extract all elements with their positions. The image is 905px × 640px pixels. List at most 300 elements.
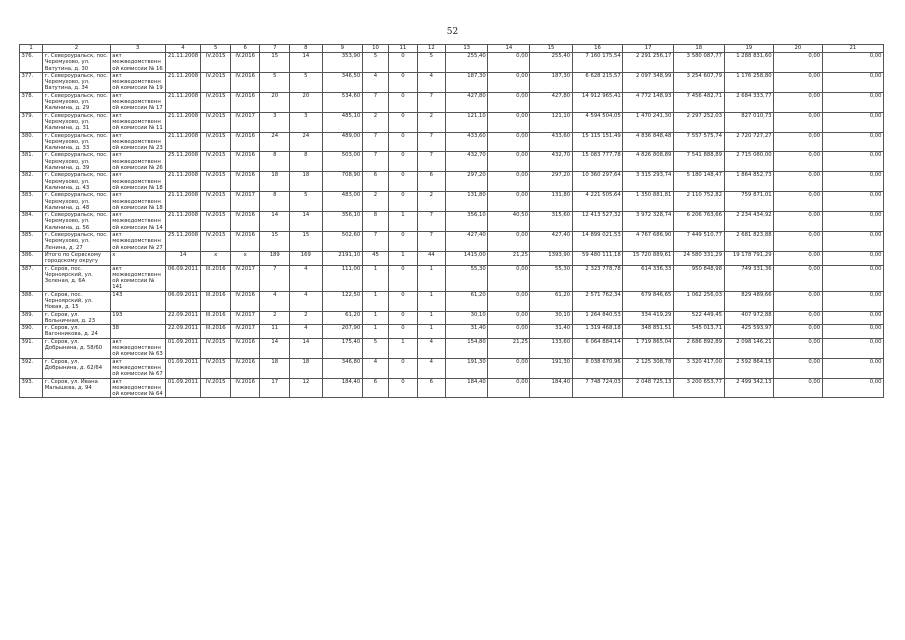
cell-area-municipal: 31,40 (530, 325, 572, 339)
table-row (20, 265, 884, 291)
cell-cost-fund: 2 097 348,99 (623, 72, 674, 92)
cell-premises-owned: 0 (389, 112, 417, 132)
cell-residents-total: 24 (260, 132, 290, 152)
cell-cost-extra: 0,00 (774, 192, 823, 212)
cell-document: акт межведомственной комиссии № 17 (110, 92, 165, 112)
cell-move-planned: IV.2015 (201, 378, 231, 398)
cell-cost-fund: 1 350 881,81 (623, 192, 674, 212)
cell-document: 193 (110, 311, 165, 325)
cell-cost-other: 0,00 (822, 192, 883, 212)
cell-row-number: 383. (20, 192, 43, 212)
table-row (20, 325, 884, 339)
cell-premises-total: 6 (362, 378, 388, 398)
cell-area-owned: 0,00 (488, 291, 530, 311)
cell-cost-extra: 0,00 (774, 311, 823, 325)
cell-area-to-move: 191,30 (446, 358, 488, 378)
cell-area-municipal: 255,40 (530, 53, 572, 73)
cell-area-to-move: 433,60 (446, 132, 488, 152)
cell-premises-municipal: 44 (417, 251, 445, 265)
cell-cost-total: 14 912 965,41 (572, 92, 623, 112)
cell-cost-region: 2 686 892,89 (673, 338, 724, 358)
cell-residents-total: 2 (260, 311, 290, 325)
cell-area-to-move: 187,30 (446, 72, 488, 92)
cell-cost-extra: 0,00 (774, 172, 823, 192)
cell-premises-total: 5 (362, 338, 388, 358)
cell-area-to-move: 427,80 (446, 92, 488, 112)
cell-cost-region: 2 110 752,82 (673, 192, 724, 212)
cell-document: акт межведомственной комиссии № 27 (110, 232, 165, 252)
cell-document-date: 21.11.2008 (165, 92, 201, 112)
cell-residents-to-move: 5 (290, 192, 323, 212)
cell-cost-total: 6 628 215,57 (572, 72, 623, 92)
cell-document: акт межведомственной комиссии № 23 (110, 132, 165, 152)
cell-cost-fund: 1 470 241,30 (623, 112, 674, 132)
cell-cost-region: 3 200 653,77 (673, 378, 724, 398)
cell-cost-fund: 614 336,33 (623, 265, 674, 291)
cell-demolition-planned: IV.2016 (230, 338, 260, 358)
cell-premises-municipal: 1 (417, 325, 445, 339)
cell-document-date: 21.11.2008 (165, 112, 201, 132)
cell-area-municipal: 427,40 (530, 232, 572, 252)
cell-cost-region: 7 557 575,74 (673, 132, 724, 152)
cell-residents-to-move: 4 (290, 291, 323, 311)
cell-demolition-planned: IV.2017 (230, 112, 260, 132)
cell-cost-local: 2 681 823,88 (724, 232, 774, 252)
cell-row-number: 391. (20, 338, 43, 358)
cell-cost-other: 0,00 (822, 358, 883, 378)
cell-demolition-planned: IV.2016 (230, 92, 260, 112)
cell-cost-local: 19 178 791,29 (724, 251, 774, 265)
cell-total-area: 534,60 (322, 92, 362, 112)
cell-residents-total: 14 (260, 212, 290, 232)
cell-premises-total: 7 (362, 152, 388, 172)
cell-row-number: 384. (20, 212, 43, 232)
cell-area-municipal: 55,30 (530, 265, 572, 291)
cell-row-number: 389. (20, 311, 43, 325)
cell-cost-total: 6 064 884,14 (572, 338, 623, 358)
table-row (20, 311, 884, 325)
cell-demolition-planned: IV.2017 (230, 265, 260, 291)
cell-move-planned: IV.2015 (201, 152, 231, 172)
cell-row-number: 386. (20, 251, 43, 265)
table-row (20, 338, 884, 358)
cell-total-area: 353,90 (322, 53, 362, 73)
cell-premises-owned: 1 (389, 251, 417, 265)
cell-cost-fund: 4 772 148,93 (623, 92, 674, 112)
cell-residents-to-move: 14 (290, 338, 323, 358)
cell-total-area: 175,40 (322, 338, 362, 358)
cell-premises-total: 7 (362, 92, 388, 112)
table-row (20, 192, 884, 212)
cell-move-planned: IV.2015 (201, 172, 231, 192)
cell-document-date: 01.09.2011 (165, 358, 201, 378)
cell-area-to-move: 131,80 (446, 192, 488, 212)
page-number: 52 (446, 27, 459, 37)
cell-document-date: 25.11.2008 (165, 232, 201, 252)
cell-cost-extra: 0,00 (774, 132, 823, 152)
cell-move-planned: IV.2015 (201, 72, 231, 92)
housing-register-table (19, 44, 884, 398)
column-header: 16 (572, 45, 623, 53)
cell-document-date: 22.09.2011 (165, 325, 201, 339)
cell-residents-total: 8 (260, 152, 290, 172)
cell-premises-owned: 0 (389, 72, 417, 92)
cell-demolition-planned: IV.2017 (230, 325, 260, 339)
table-body (20, 53, 884, 398)
cell-move-planned: IV.2015 (201, 132, 231, 152)
cell-document-date: 21.11.2008 (165, 172, 201, 192)
cell-total-area: 61,20 (322, 311, 362, 325)
cell-row-number: 387. (20, 265, 43, 291)
cell-address: г. Североуральск, пос. Черемухово, ул. Калинина, д. 56 (43, 212, 111, 232)
cell-cost-local: 827 010,73 (724, 112, 774, 132)
cell-cost-other: 0,00 (822, 92, 883, 112)
cell-demolition-planned: IV.2016 (230, 72, 260, 92)
cell-cost-other: 0,00 (822, 53, 883, 73)
cell-demolition-planned: IV.2016 (230, 358, 260, 378)
cell-residents-to-move: 20 (290, 92, 323, 112)
cell-premises-municipal: 2 (417, 112, 445, 132)
cell-row-number: 393. (20, 378, 43, 398)
cell-cost-local: 829 489,66 (724, 291, 774, 311)
cell-premises-total: 1 (362, 265, 388, 291)
cell-premises-owned: 1 (389, 212, 417, 232)
column-header: 11 (389, 45, 417, 53)
cell-cost-total: 2 571 762,34 (572, 291, 623, 311)
cell-premises-total: 1 (362, 291, 388, 311)
cell-premises-municipal: 4 (417, 338, 445, 358)
cell-move-planned: III.2016 (201, 291, 231, 311)
column-header: 3 (110, 45, 165, 53)
column-header: 5 (201, 45, 231, 53)
cell-move-planned: IV.2015 (201, 53, 231, 73)
cell-area-owned: 21,25 (488, 251, 530, 265)
cell-cost-fund: 4 836 848,48 (623, 132, 674, 152)
cell-cost-local: 1 176 258,80 (724, 72, 774, 92)
cell-cost-total: 4 221 505,64 (572, 192, 623, 212)
cell-total-area: 356,10 (322, 212, 362, 232)
cell-area-municipal: 121,10 (530, 112, 572, 132)
cell-cost-fund: 4 767 686,90 (623, 232, 674, 252)
cell-area-to-move: 30,10 (446, 311, 488, 325)
cell-premises-municipal: 7 (417, 152, 445, 172)
cell-cost-total: 15 115 151,49 (572, 132, 623, 152)
cell-address: г. Североуральск, пос. Черемухово, ул. Ленина, д. 27 (43, 232, 111, 252)
cell-cost-other: 0,00 (822, 251, 883, 265)
cell-premises-total: 2 (362, 192, 388, 212)
cell-address: Итого по Сервскому городскому округу (43, 251, 111, 265)
cell-document: акт межведомственной комиссии № 63 (110, 338, 165, 358)
cell-cost-other: 0,00 (822, 291, 883, 311)
cell-area-to-move: 31,40 (446, 325, 488, 339)
cell-premises-total: 4 (362, 72, 388, 92)
cell-area-municipal: 30,10 (530, 311, 572, 325)
cell-residents-total: 15 (260, 53, 290, 73)
table-row (20, 251, 884, 265)
cell-area-owned: 0,00 (488, 265, 530, 291)
cell-document: акт межведомственной комиссии № 18 (110, 172, 165, 192)
cell-area-municipal: 433,60 (530, 132, 572, 152)
cell-cost-local: 2 720 727,27 (724, 132, 774, 152)
cell-cost-total: 7 748 724,03 (572, 378, 623, 398)
cell-residents-total: 8 (260, 192, 290, 212)
cell-document-date: 14 (165, 251, 201, 265)
cell-document-date: 01.09.2011 (165, 338, 201, 358)
cell-cost-fund: 679 846,65 (623, 291, 674, 311)
cell-cost-total: 7 160 175,54 (572, 53, 623, 73)
cell-cost-region: 7 456 482,71 (673, 92, 724, 112)
cell-address: г. Серов, пос. Черноярский, ул. Новая, д. 15 (43, 291, 111, 311)
cell-total-area: 122,50 (322, 291, 362, 311)
cell-document-date: 21.11.2008 (165, 212, 201, 232)
cell-premises-total: 1 (362, 325, 388, 339)
cell-address: г. Североуральск, пос. Черемухово, ул. Калинина, д. 48 (43, 192, 111, 212)
column-header: 8 (290, 45, 323, 53)
cell-total-area: 346,50 (322, 72, 362, 92)
cell-move-planned: IV.2015 (201, 92, 231, 112)
column-header: 1 (20, 45, 43, 53)
cell-move-planned: IV.2015 (201, 232, 231, 252)
cell-row-number: 388. (20, 291, 43, 311)
cell-document: акт межведомственной комиссии № 67 (110, 358, 165, 378)
cell-premises-owned: 0 (389, 152, 417, 172)
cell-premises-owned: 0 (389, 378, 417, 398)
cell-total-area: 485,10 (322, 112, 362, 132)
cell-area-owned: 0,00 (488, 325, 530, 339)
cell-row-number: 381. (20, 152, 43, 172)
cell-total-area: 502,60 (322, 232, 362, 252)
cell-area-to-move: 184,40 (446, 378, 488, 398)
cell-address: г. Серов, ул. Ивана Малышева, д. 94 (43, 378, 111, 398)
cell-residents-to-move: 169 (290, 251, 323, 265)
cell-residents-total: 11 (260, 325, 290, 339)
column-header: 9 (322, 45, 362, 53)
cell-cost-fund: 3 972 328,74 (623, 212, 674, 232)
cell-premises-owned: 0 (389, 172, 417, 192)
cell-document-date: 06.09.2011 (165, 291, 201, 311)
cell-residents-to-move: 18 (290, 358, 323, 378)
cell-cost-extra: 0,00 (774, 212, 823, 232)
cell-row-number: 378. (20, 92, 43, 112)
cell-demolition-planned: IV.2016 (230, 212, 260, 232)
cell-cost-other: 0,00 (822, 112, 883, 132)
cell-address: г. Серов, ул. Вольничная, д. 23 (43, 311, 111, 325)
cell-premises-owned: 0 (389, 232, 417, 252)
cell-cost-local: 1 864 852,73 (724, 172, 774, 192)
cell-cost-extra: 0,00 (774, 53, 823, 73)
cell-document-date: 21.11.2008 (165, 132, 201, 152)
cell-cost-extra: 0,00 (774, 378, 823, 398)
column-header: 14 (488, 45, 530, 53)
cell-cost-extra: 0,00 (774, 265, 823, 291)
cell-cost-total: 12 413 527,32 (572, 212, 623, 232)
cell-address: г. Серов, ул. Вагонникова, д. 24 (43, 325, 111, 339)
cell-cost-local: 425 593,97 (724, 325, 774, 339)
cell-cost-total: 8 038 670,96 (572, 358, 623, 378)
cell-cost-region: 545 013,71 (673, 325, 724, 339)
cell-demolition-planned: IV.2016 (230, 232, 260, 252)
cell-cost-other: 0,00 (822, 172, 883, 192)
cell-area-to-move: 432,70 (446, 152, 488, 172)
cell-cost-region: 950 848,98 (673, 265, 724, 291)
cell-premises-owned: 0 (389, 325, 417, 339)
cell-document-date: 06.09.2011 (165, 265, 201, 291)
cell-move-planned: IV.2015 (201, 192, 231, 212)
column-header: 13 (446, 45, 488, 53)
column-header: 19 (724, 45, 774, 53)
cell-demolition-planned: х (230, 251, 260, 265)
cell-residents-to-move: 24 (290, 132, 323, 152)
cell-total-area: 207,90 (322, 325, 362, 339)
cell-cost-region: 3 580 087,77 (673, 53, 724, 73)
cell-cost-fund: 2 125 308,78 (623, 358, 674, 378)
cell-premises-municipal: 1 (417, 291, 445, 311)
cell-cost-extra: 0,00 (774, 92, 823, 112)
cell-premises-owned: 1 (389, 338, 417, 358)
cell-document-date: 25.11.2008 (165, 152, 201, 172)
cell-document: 143 (110, 291, 165, 311)
cell-premises-total: 7 (362, 132, 388, 152)
cell-area-owned: 0,00 (488, 358, 530, 378)
column-header: 17 (623, 45, 674, 53)
cell-cost-other: 0,00 (822, 338, 883, 358)
cell-residents-to-move: 2 (290, 311, 323, 325)
cell-area-owned: 0,00 (488, 92, 530, 112)
cell-cost-local: 2 499 342,13 (724, 378, 774, 398)
cell-residents-to-move: 4 (290, 265, 323, 291)
cell-area-municipal: 131,80 (530, 192, 572, 212)
cell-move-planned: х (201, 251, 231, 265)
cell-address: г. Серов, пос. Черноярский, ул. Зеленая, д. 6А (43, 265, 111, 291)
table-row (20, 92, 884, 112)
cell-area-municipal: 61,20 (530, 291, 572, 311)
cell-cost-fund: 2 291 256,17 (623, 53, 674, 73)
cell-document: акт межведомственной комиссии № 141 (110, 265, 165, 291)
column-header: 7 (260, 45, 290, 53)
cell-row-number: 385. (20, 232, 43, 252)
cell-premises-total: 4 (362, 358, 388, 378)
cell-total-area: 708,90 (322, 172, 362, 192)
cell-document-date: 22.09.2011 (165, 311, 201, 325)
cell-area-to-move: 121,10 (446, 112, 488, 132)
cell-cost-local: 2 234 434,92 (724, 212, 774, 232)
cell-total-area: 503,00 (322, 152, 362, 172)
table-row (20, 378, 884, 398)
cell-move-planned: III.2016 (201, 325, 231, 339)
cell-premises-municipal: 1 (417, 265, 445, 291)
cell-cost-local: 1 288 831,60 (724, 53, 774, 73)
cell-document: акт межведомственной комиссии № 11 (110, 112, 165, 132)
cell-row-number: 392. (20, 358, 43, 378)
column-header: 4 (165, 45, 201, 53)
cell-area-to-move: 297,20 (446, 172, 488, 192)
cell-area-municipal: 184,40 (530, 378, 572, 398)
cell-document: х (110, 251, 165, 265)
cell-address: г. Североуральск, пос. Черемухово, ул. Калинина, д. 29 (43, 92, 111, 112)
cell-area-owned: 21,25 (488, 338, 530, 358)
cell-cost-local: 759 871,01 (724, 192, 774, 212)
cell-cost-region: 522 449,45 (673, 311, 724, 325)
cell-premises-total: 1 (362, 311, 388, 325)
cell-premises-municipal: 6 (417, 172, 445, 192)
cell-cost-region: 7 449 510,77 (673, 232, 724, 252)
cell-demolition-planned: IV.2016 (230, 132, 260, 152)
column-header: 12 (417, 45, 445, 53)
column-header: 2 (43, 45, 111, 53)
cell-cost-region: 1 062 256,03 (673, 291, 724, 311)
cell-premises-municipal: 2 (417, 192, 445, 212)
cell-residents-to-move: 5 (290, 72, 323, 92)
cell-cost-fund: 348 851,51 (623, 325, 674, 339)
cell-row-number: 382. (20, 172, 43, 192)
cell-area-owned: 0,00 (488, 53, 530, 73)
cell-residents-to-move: 8 (290, 152, 323, 172)
cell-cost-local: 749 331,36 (724, 265, 774, 291)
cell-cost-total: 10 360 297,64 (572, 172, 623, 192)
cell-cost-region: 24 580 331,29 (673, 251, 724, 265)
cell-document: акт межведомственной комиссии № 16 (110, 53, 165, 73)
cell-cost-local: 2 098 146,21 (724, 338, 774, 358)
cell-premises-municipal: 7 (417, 132, 445, 152)
cell-area-municipal: 297,20 (530, 172, 572, 192)
cell-cost-total: 2 323 778,78 (572, 265, 623, 291)
cell-premises-municipal: 6 (417, 378, 445, 398)
table-row (20, 112, 884, 132)
cell-cost-extra: 0,00 (774, 152, 823, 172)
cell-residents-total: 4 (260, 291, 290, 311)
cell-premises-total: 7 (362, 232, 388, 252)
cell-document: акт межведомственной комиссии № 18 (110, 192, 165, 212)
cell-cost-region: 6 206 763,66 (673, 212, 724, 232)
cell-cost-extra: 0,00 (774, 291, 823, 311)
cell-demolition-planned: IV.2017 (230, 311, 260, 325)
cell-address: г. Североуральск, пос. Черемухово, ул. Калинина, д. 33 (43, 132, 111, 152)
cell-cost-region: 5 180 148,47 (673, 172, 724, 192)
cell-residents-total: 7 (260, 265, 290, 291)
cell-residents-to-move: 14 (290, 53, 323, 73)
cell-cost-total: 59 480 111,18 (572, 251, 623, 265)
cell-cost-fund: 334 419,29 (623, 311, 674, 325)
cell-residents-to-move: 18 (290, 172, 323, 192)
cell-premises-municipal: 7 (417, 92, 445, 112)
cell-cost-other: 0,00 (822, 212, 883, 232)
cell-area-owned: 0,00 (488, 378, 530, 398)
cell-document: акт межведомственной комиссии № 64 (110, 378, 165, 398)
cell-total-area: 184,40 (322, 378, 362, 398)
cell-address: г. Североуральск, пос. Черемухово, ул. Калинина, д. 31 (43, 112, 111, 132)
cell-address: г. Североуральск, пос. Черемухово, ул. Калинина, д. 43 (43, 172, 111, 192)
column-header: 18 (673, 45, 724, 53)
cell-cost-fund: 4 826 808,89 (623, 152, 674, 172)
cell-premises-municipal: 4 (417, 72, 445, 92)
cell-cost-extra: 0,00 (774, 325, 823, 339)
cell-document-date: 01.09.2011 (165, 378, 201, 398)
table-row (20, 232, 884, 252)
cell-area-to-move: 1415,00 (446, 251, 488, 265)
cell-area-owned: 0,00 (488, 172, 530, 192)
cell-area-owned: 0,00 (488, 112, 530, 132)
cell-cost-total: 15 083 777,78 (572, 152, 623, 172)
cell-area-owned: 0,00 (488, 311, 530, 325)
cell-residents-to-move: 15 (290, 232, 323, 252)
cell-document: акт межведомственной комиссии № 26 (110, 152, 165, 172)
table-row (20, 152, 884, 172)
cell-row-number: 379. (20, 112, 43, 132)
cell-total-area: 483,00 (322, 192, 362, 212)
cell-cost-other: 0,00 (822, 132, 883, 152)
cell-address: г. Серов, ул. Добрынина, д. 62/64 (43, 358, 111, 378)
cell-premises-owned: 0 (389, 358, 417, 378)
